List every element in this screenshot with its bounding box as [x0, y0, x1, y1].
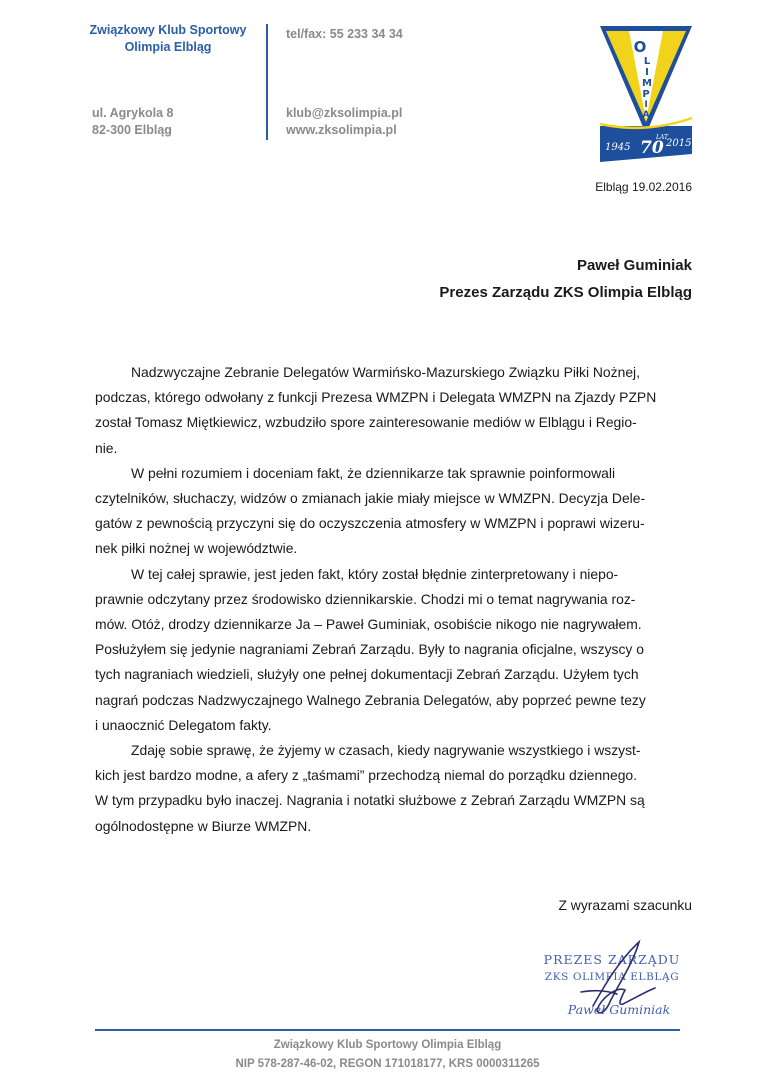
email: klub@zksolimpia.pl: [286, 106, 403, 120]
logo-anniversary-suffix: LAT: [656, 134, 668, 141]
body-line: nie.: [95, 439, 118, 456]
stamp-name: Paweł Guminiak: [567, 1002, 671, 1017]
club-name: [78, 22, 258, 56]
body-line: prawnie odczytany przez środowisko dziennikarskie. Chodzi mi o temat nagrywania roz-: [95, 590, 636, 607]
body-line: nek piłki nożnej w województwie.: [95, 540, 298, 557]
body-line: ogólnodostępne w Biurze WMZPN.: [95, 817, 312, 834]
body-line: mów. Otóż, drodzy dziennikarze Ja – Paweł Guminiak, osobiście nikogo nie nagrywałem.: [95, 616, 642, 633]
logo-letter-i: I: [645, 67, 649, 78]
body-line: tych nagraniach wiedzieli, służyły one pełnej dokumentacji Zebrań Zarządu. Użyłem tych: [95, 666, 639, 683]
recipient-block: [439, 252, 692, 306]
body-line: Zdaję sobie sprawę, że żyjemy w czasach, kiedy nagrywanie wszystkiego i wszyst-: [131, 742, 641, 759]
website: www.zksolimpia.pl: [286, 123, 397, 137]
paragraph-3: [95, 562, 690, 738]
stamp-line2: ZKS OLIMPIA ELBLĄG: [544, 971, 680, 983]
letter-body: [95, 360, 690, 839]
body-line: i unaocznić Delegatom fakty.: [95, 716, 272, 733]
paragraph-1: [95, 360, 690, 461]
signoff: Z wyrazami szacunku: [558, 897, 692, 913]
letter-date: Elbląg 19.02.2016: [595, 180, 692, 194]
recipient-name: Paweł Guminiak: [576, 257, 692, 274]
logo-letter-m: M: [642, 78, 652, 89]
contact-online: [286, 105, 402, 139]
body-line: nagrań podczas Nadzwyczajnego Walnego Zebrania Delegatów, aby poprzeć pewne tezy: [95, 691, 646, 708]
body-line: został Tomasz Miętkiewicz, wzbudziło spore zainteresowanie mediów w Elblągu i Regio-: [95, 414, 637, 431]
footer-registration: NIP 578-287-46-02, REGON 171018177, KRS 0000311265: [235, 1058, 540, 1070]
footer-divider: [95, 1029, 680, 1031]
address-street: ul. Agrykola 8: [92, 106, 174, 120]
olimpia-logo: [596, 22, 696, 174]
body-line: podczas, którego odwołany z funkcji Prezesa WMZPN i Delegata WMZPN na Zjazdy PZPN: [95, 389, 657, 406]
club-name-line1: Związkowy Klub Sportowy: [89, 23, 247, 37]
body-line: Nadzwyczajne Zebranie Delegatów Warmińsko-Mazurskiego Związku Piłki Nożnej,: [131, 364, 640, 380]
logo-year-start: 1945: [605, 142, 631, 153]
recipient-title: Prezes Zarządu ZKS Olimpia Elbląg: [439, 284, 692, 301]
body-line: kich jest bardzo modne, a afery z „taśmami” przechodzą niemal do porządku dziennego.: [95, 767, 638, 784]
footer: [95, 1036, 680, 1074]
logo-letter-o: O: [633, 38, 647, 56]
logo-year-end: 2015: [666, 138, 692, 149]
logo-letter-l: L: [643, 56, 651, 67]
logo-anniversary-number: 70: [640, 138, 664, 158]
address-city: 82-300 Elbląg: [92, 123, 172, 137]
body-line: Posłużyłem się jedynie nagraniami Zebrań Zarządu. Były to nagrania oficjalne, wszyscy o: [95, 641, 644, 658]
paragraph-4: [95, 738, 690, 839]
header-divider: [266, 24, 268, 140]
paragraph-2: [95, 461, 690, 562]
logo-letter-p: P: [642, 89, 650, 100]
body-line: W tym przypadku było inaczej. Nagrania i notatki służbowe z Zebrań Zarządu WMZPN są: [95, 792, 645, 809]
body-line: W pełni rozumiem i doceniam fakt, że dziennikarze tak sprawnie poinformowali: [131, 464, 616, 481]
body-line: czytelników, słuchaczy, widzów o zmianach jakie miały miejsce w WMZPN. Decyzja Dele-: [95, 490, 646, 507]
footer-club-name: Związkowy Klub Sportowy Olimpia Elbląg: [273, 1039, 502, 1051]
phone-fax: tel/fax: 55 233 34 34: [286, 27, 403, 41]
club-name-line2: Olimpia Elbląg: [124, 40, 212, 54]
stamp-line1: PREZES ZARZĄDU: [543, 952, 681, 967]
signature-stamp: [505, 920, 700, 1025]
logo-letter-a: A: [642, 110, 650, 120]
address: [92, 105, 174, 139]
logo-letter-i2: I: [644, 100, 648, 110]
body-line: gatów z pewnością przyczyni się do oczyszczenia atmosfery w WMZPN i poprawi wizeru-: [95, 515, 645, 532]
body-line: W tej całej sprawie, jest jeden fakt, który został błędnie zinterpretowany i niepo-: [131, 565, 619, 582]
